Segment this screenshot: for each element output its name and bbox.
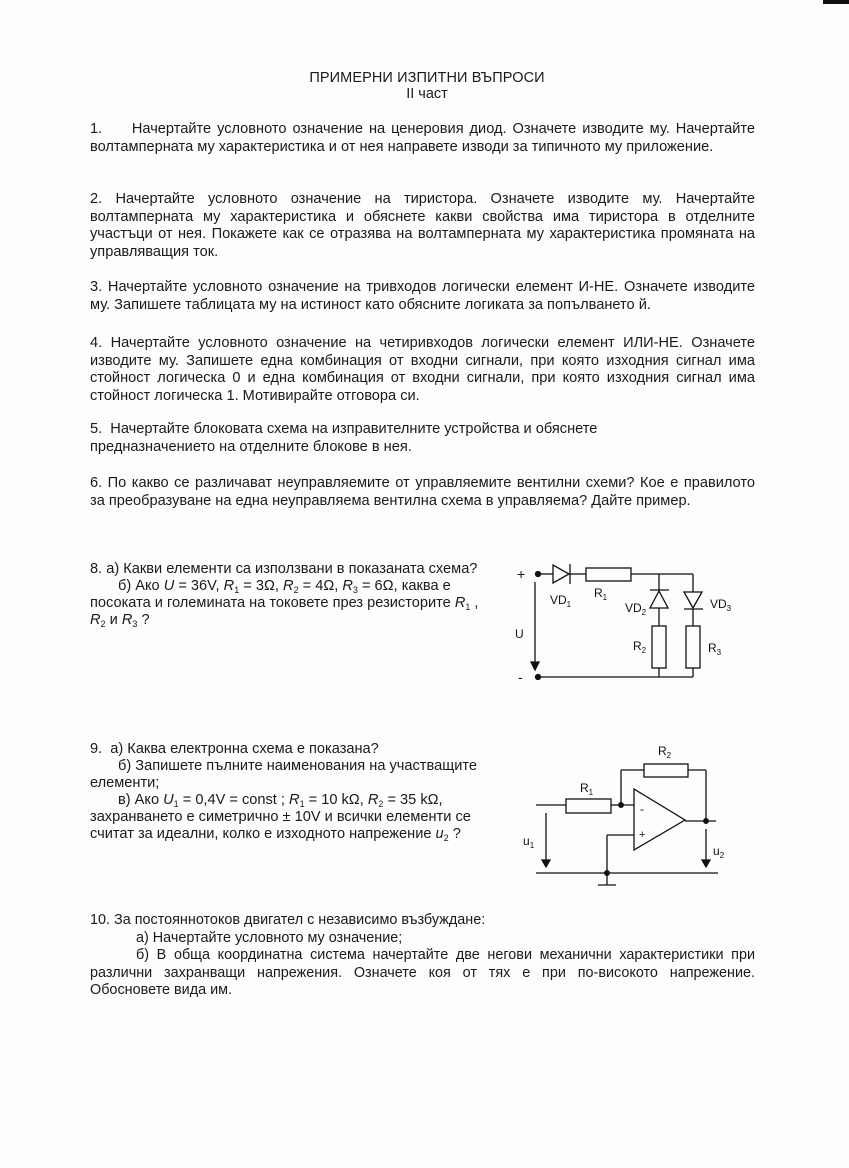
svg-text:u1: $u_1$ [523, 834, 535, 850]
question-1 [90, 121, 755, 156]
question-number: 9. [90, 741, 103, 757]
svg-text:R3: $R_3$ [708, 641, 722, 657]
svg-text:+: + [639, 829, 646, 841]
question-8b: б) Ако U = 36V, $R_1 = 3\Omega$, $R_2 = 4\Omega$, $R_3 = 6\Omega$, каква е [118, 578, 451, 595]
question-5 [90, 421, 650, 456]
scan-edge-artifact [823, 0, 849, 4]
question-number: 8. [90, 561, 103, 577]
svg-text:R2: $R_2$ [658, 744, 672, 760]
resistor-r2-icon [652, 626, 666, 668]
resistor-r1-icon [586, 568, 631, 581]
svg-text:R1: $R_1$ [580, 781, 594, 797]
svg-text:-: - [518, 669, 523, 685]
question-text: Начертайте условното означение на тиристора. Означете изводите му. Начертайте волтамперната му характеристика и обяснете какви свойства има тиристора в отделните участъци от нея. Покажете как се отразява на волтамперната му характеристика промяната на управляващия ток. [90, 191, 755, 260]
question-2 [90, 191, 755, 261]
question-8a: а) Какви елементи са използвани в показаната схема? [106, 561, 478, 577]
svg-text:-: - [640, 802, 644, 816]
diode-vd3-icon [684, 592, 703, 609]
question-9b: б) Запишете пълните наименования на участващите [118, 758, 477, 774]
diode-vd2-icon [650, 590, 669, 608]
question-6 [90, 475, 755, 510]
question-9: 9. а) Каква електронна схема е показана? б) Запишете пълните наименования на участващите елементи; в) Ако $U_1 = 0,4V$ = const ; $R_1 = 10$ kΩ, $R_2 = 35$ kΩ, захранването е симетрично ± 10V и всички елементи се считат за идеални, колко е изходното напрежение $u_2$ ? [90, 741, 502, 843]
question-text: По какво се различават неуправляемите от управляемите вентилни схеми? Кое е правилото за преобразуване на една неуправляема вентилна схема в управляема? Дайте пример. [90, 475, 755, 509]
resistor-r2-icon [644, 764, 688, 777]
question-text: Начертайте условното означение на тривходов логически елемент И-НЕ. Означете изводите му. Запишете таблицата му на истиност като обясните логиката за попълването й. [90, 279, 756, 313]
question-4 [90, 335, 755, 405]
question-number: 5. [90, 421, 103, 437]
question-9a: а) Каква електронна схема е показана? [110, 741, 379, 757]
question-number: 10. [90, 912, 111, 928]
question-10b: б) В обща координатна система начертайте две негови механични характеристики при различни захранващи напрежения. Означете коя от тях е при по-високото напрежение. Обосновете вида им. [90, 947, 755, 998]
question-number: 3. [90, 279, 103, 295]
question-number: 2. [90, 191, 103, 207]
question-number: 1. [90, 121, 103, 137]
resistor-r1-icon [566, 799, 611, 813]
question-10-intro: За постояннотоков двигател с независимо възбуждане: [114, 912, 486, 928]
question-10a: а) Начертайте условното му означение; [136, 929, 403, 946]
question-8: 8. а) Какви елементи са използвани в показаната схема? б) Ако U = 36V, $R_1 = 3\Omega$, $R_2 = 4\Omega$, $R_3 = 6\Omega$, каква е посоката и големината на токовете през резисторите $R_1$ , $R_2$ и $R_3$ ? [90, 561, 502, 629]
question-number: 4. [90, 335, 103, 351]
svg-text:VD1: $VD_1$ [550, 593, 572, 609]
resistor-r3-icon [686, 626, 700, 668]
page-title: ПРИМЕРНИ ИЗПИТНИ ВЪПРОСИ [309, 70, 545, 86]
question-9c: в) Ако $U_1 = 0,4V$ = const ; $R_1 = 10$ kΩ, $R_2 = 35$ kΩ, [118, 792, 443, 809]
page-subtitle: II част [406, 86, 448, 102]
diode-vd1-icon [553, 564, 570, 584]
svg-text:R1: $R_1$ [594, 586, 608, 602]
svg-text:R2: $R_2$ [633, 639, 647, 655]
svg-text:VD3: $VD_3$ [710, 597, 732, 613]
question-text: Начертайте условното означение на четиривходов логически елемент ИЛИ-НЕ. Означете изводите му. Запишете една комбинация от входни сигнали, при която изходния сигнал има стойност логическа 0 и една комбинация от входни сигнали, при която изходния сигнал има стойност логическа 1. Мотивирайте отговора си. [90, 335, 755, 404]
svg-text:U: U [515, 627, 524, 641]
svg-text:VD2: $VD_2$ [625, 601, 647, 617]
question-text: Начертайте блоковата схема на изправителните устройства и обяснете предназначението на отделните блокове в нея. [90, 421, 598, 455]
question-number: 6. [90, 475, 103, 491]
inverting-amplifier-circuit [510, 735, 740, 900]
svg-text:+: + [517, 566, 526, 582]
question-text: Начертайте условното означение на ценеровия диод. Означете изводите му. Начертайте волтамперната му характеристика и от нея направете изводи за типичното му приложение. [90, 121, 755, 155]
question-10 [90, 912, 755, 1000]
diode-resistor-circuit [505, 550, 745, 695]
svg-text:u2: $u_2$ [713, 844, 725, 860]
question-3 [90, 279, 755, 314]
